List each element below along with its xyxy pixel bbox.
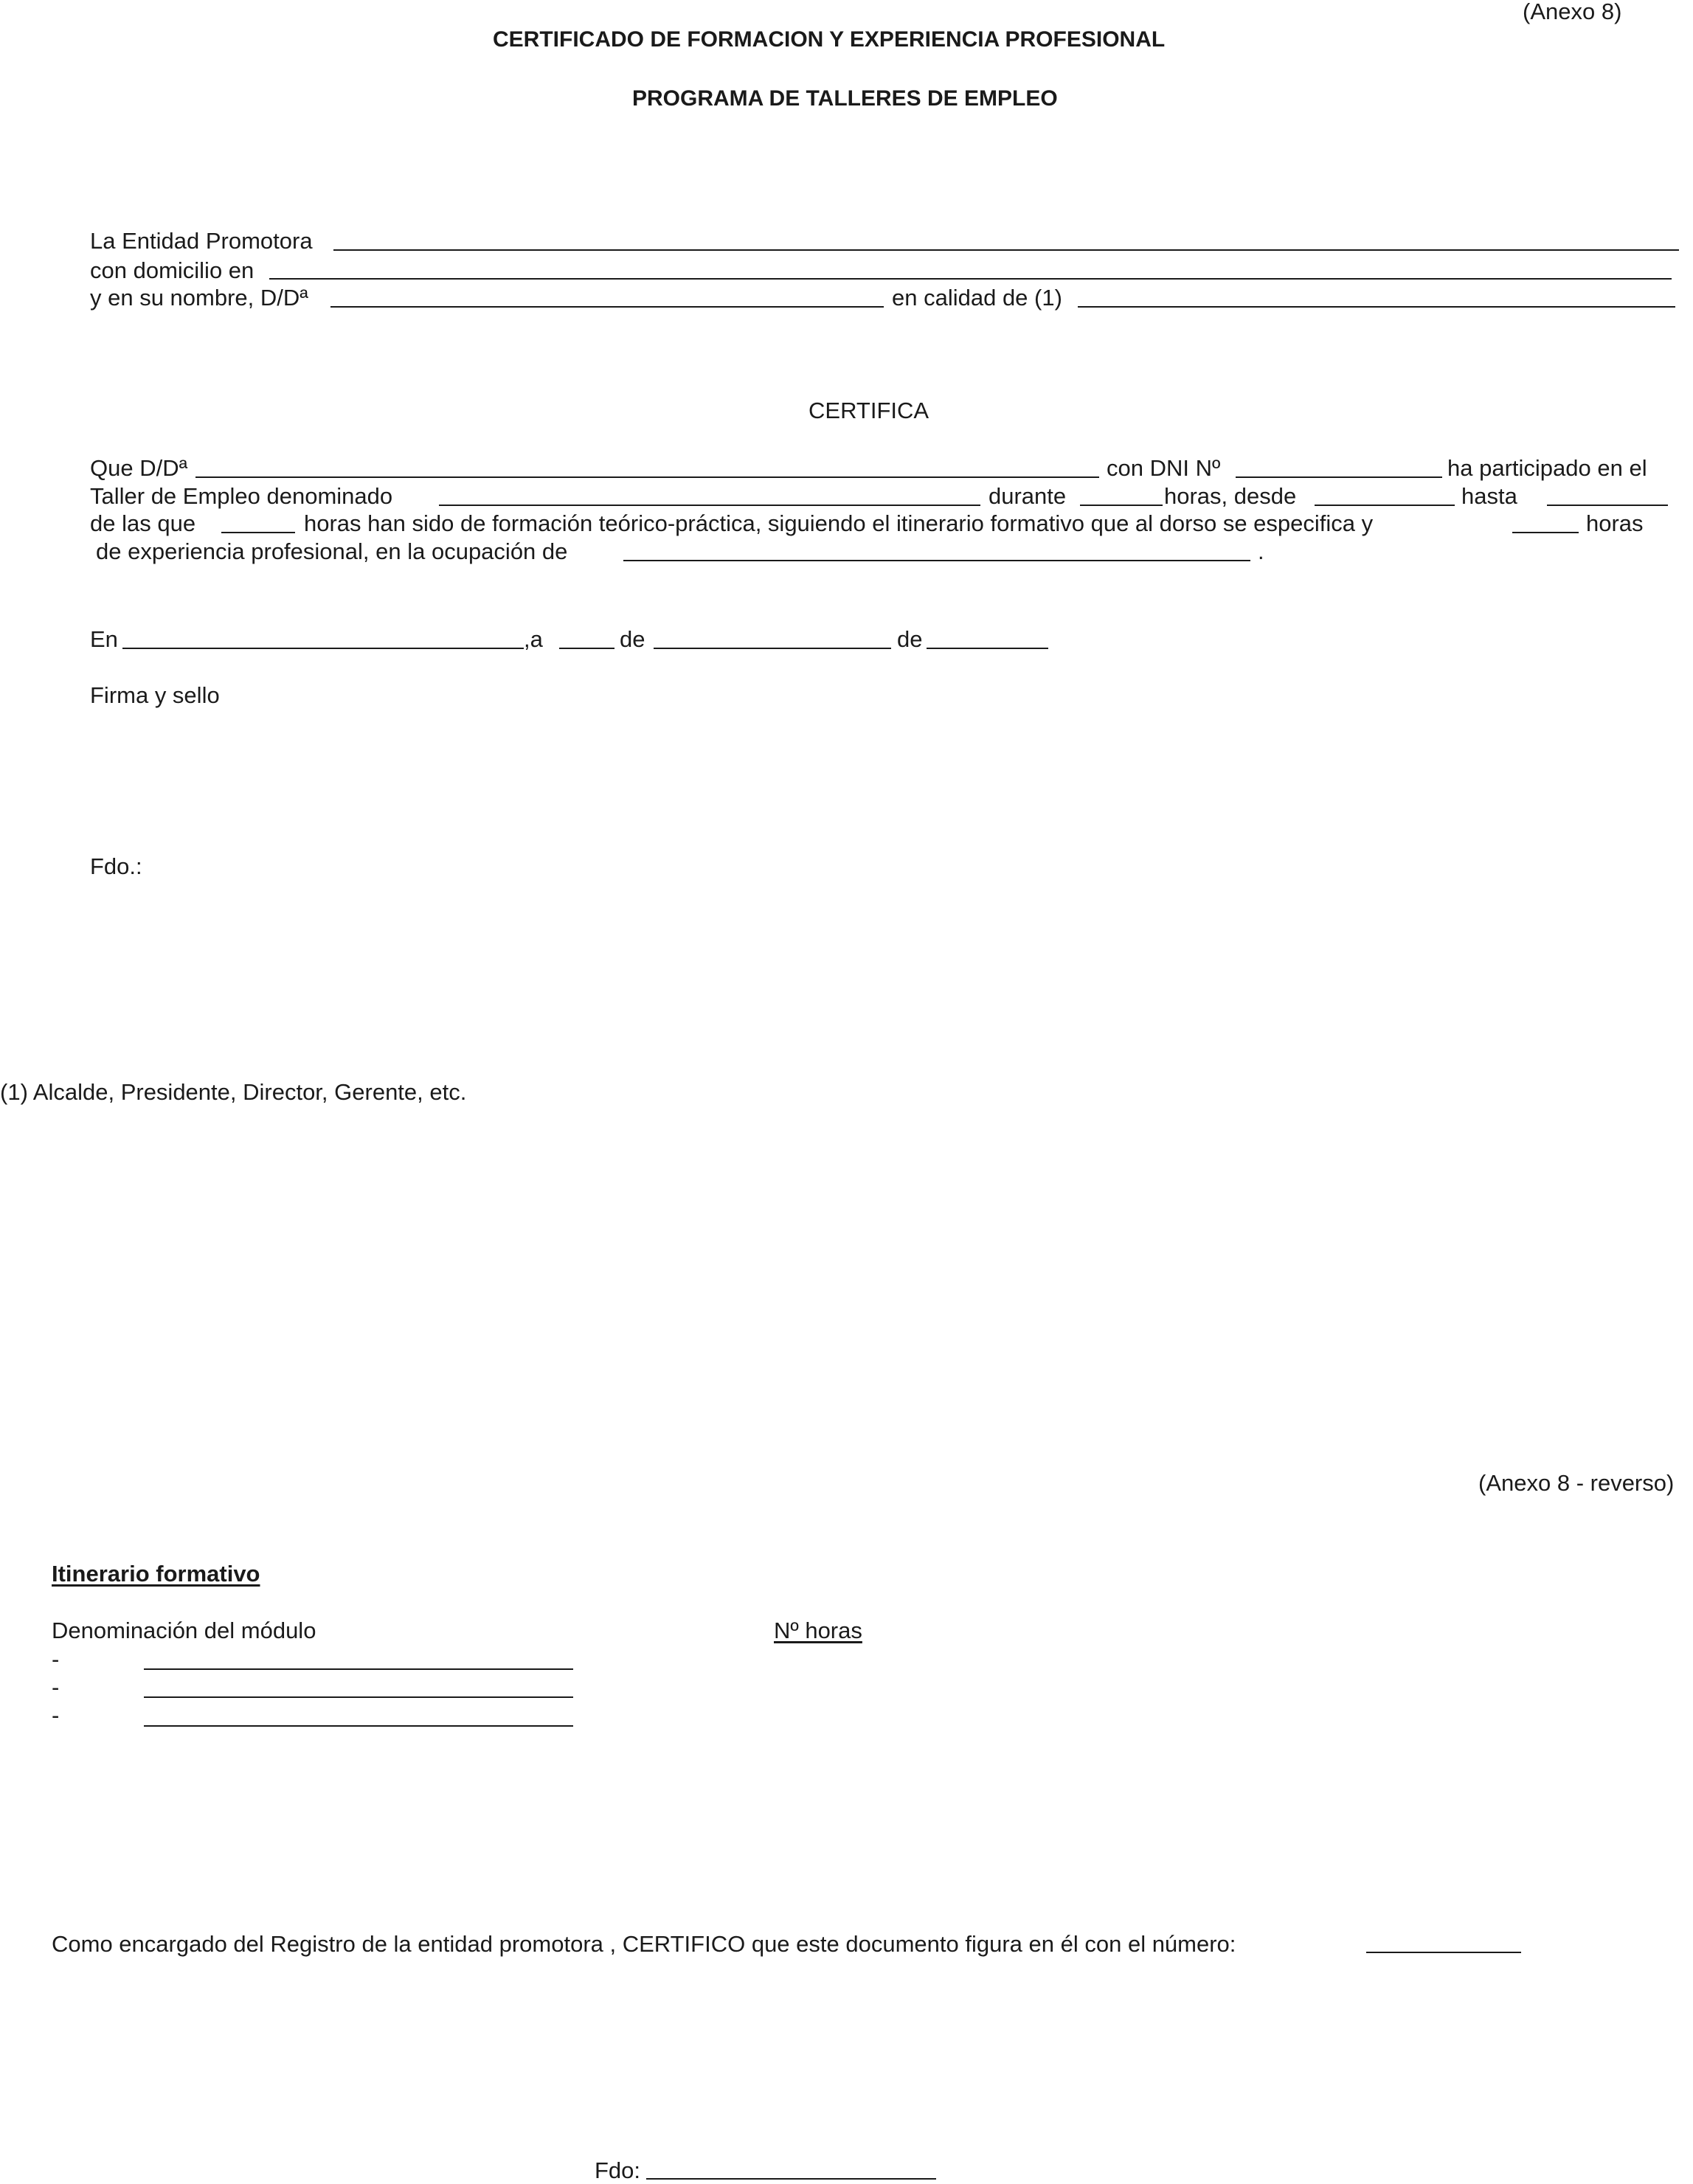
horas-desde-label: horas, desde xyxy=(1164,483,1297,509)
registry-number-field[interactable] xyxy=(1366,1952,1521,1953)
workshop-label: Taller de Empleo denominado xyxy=(90,483,393,509)
module-column-header: Denominación del módulo xyxy=(52,1618,316,1643)
de-label-1: de xyxy=(620,626,645,652)
workshop-name-field[interactable] xyxy=(439,505,980,506)
en-label: En xyxy=(90,626,118,652)
reverse-signature-field[interactable] xyxy=(646,2178,936,2180)
experience-hours-field[interactable] xyxy=(1512,532,1579,533)
fdo-label: Fdo.: xyxy=(90,853,142,879)
formation-text: horas han sido de formación teórico-práctica, siguiendo el itinerario formativo que al dorso se especifica y xyxy=(304,510,1374,536)
hasta-label: hasta xyxy=(1461,483,1517,509)
de-label-2: de xyxy=(897,626,923,652)
capacity-field[interactable] xyxy=(1078,306,1675,308)
a-label: ,a xyxy=(524,626,543,652)
participant-name-field[interactable] xyxy=(195,476,1099,478)
dni-label: con DNI Nº xyxy=(1107,455,1221,481)
representative-field[interactable] xyxy=(330,306,884,308)
horas-label: horas xyxy=(1586,510,1644,536)
hours-column-header: Nº horas xyxy=(774,1618,862,1643)
dni-field[interactable] xyxy=(1236,476,1442,478)
module-row-field[interactable] xyxy=(144,1696,573,1698)
module-row-field[interactable] xyxy=(144,1725,573,1727)
day-field[interactable] xyxy=(559,648,614,649)
footnote: (1) Alcalde, Presidente, Director, Gerente, etc. xyxy=(0,1079,467,1105)
reverse-fdo-label: Fdo: xyxy=(595,2157,641,2183)
training-hours-field[interactable] xyxy=(221,532,295,533)
itinerary-heading: Itinerario formativo xyxy=(52,1561,260,1587)
start-date-field[interactable] xyxy=(1315,505,1455,506)
total-hours-field[interactable] xyxy=(1080,505,1163,506)
certifica-heading: CERTIFICA xyxy=(809,398,929,423)
address-label: con domicilio en xyxy=(90,257,255,283)
experience-label: de experiencia profesional, en la ocupación de xyxy=(96,538,568,564)
module-row-field[interactable] xyxy=(144,1668,573,1670)
que-label: Que D/Dª xyxy=(90,455,188,481)
module-row-marker: - xyxy=(52,1702,60,1728)
document-title: CERTIFICADO DE FORMACION Y EXPERIENCIA PROFESIONAL xyxy=(493,27,1166,52)
reverse-annex-label: (Anexo 8 - reverso) xyxy=(1478,1470,1675,1496)
registry-text: Como encargado del Registro de la entidad promotora , CERTIFICO que este documento figura en él con el número: xyxy=(52,1931,1236,1957)
signature-stamp-label: Firma y sello xyxy=(90,682,220,708)
entity-field[interactable] xyxy=(333,249,1679,251)
document-subtitle: PROGRAMA DE TALLERES DE EMPLEO xyxy=(632,86,1058,111)
place-field[interactable] xyxy=(122,648,524,649)
end-date-field[interactable] xyxy=(1547,505,1668,506)
module-row-marker: - xyxy=(52,1674,60,1700)
representative-label: y en su nombre, D/Dª xyxy=(90,285,308,311)
module-row-marker: - xyxy=(52,1646,60,1672)
capacity-label: en calidad de (1) xyxy=(892,285,1062,311)
occupation-field[interactable] xyxy=(623,560,1250,561)
year-field[interactable] xyxy=(927,648,1048,649)
period-mark: . xyxy=(1258,538,1264,564)
de-las-que-label: de las que xyxy=(90,510,196,536)
entity-label: La Entidad Promotora xyxy=(90,228,313,254)
annex-label: (Anexo 8) xyxy=(1523,0,1622,24)
participated-label: ha participado en el xyxy=(1447,455,1647,481)
address-field[interactable] xyxy=(269,278,1672,280)
durante-label: durante xyxy=(989,483,1067,509)
month-field[interactable] xyxy=(654,648,891,649)
